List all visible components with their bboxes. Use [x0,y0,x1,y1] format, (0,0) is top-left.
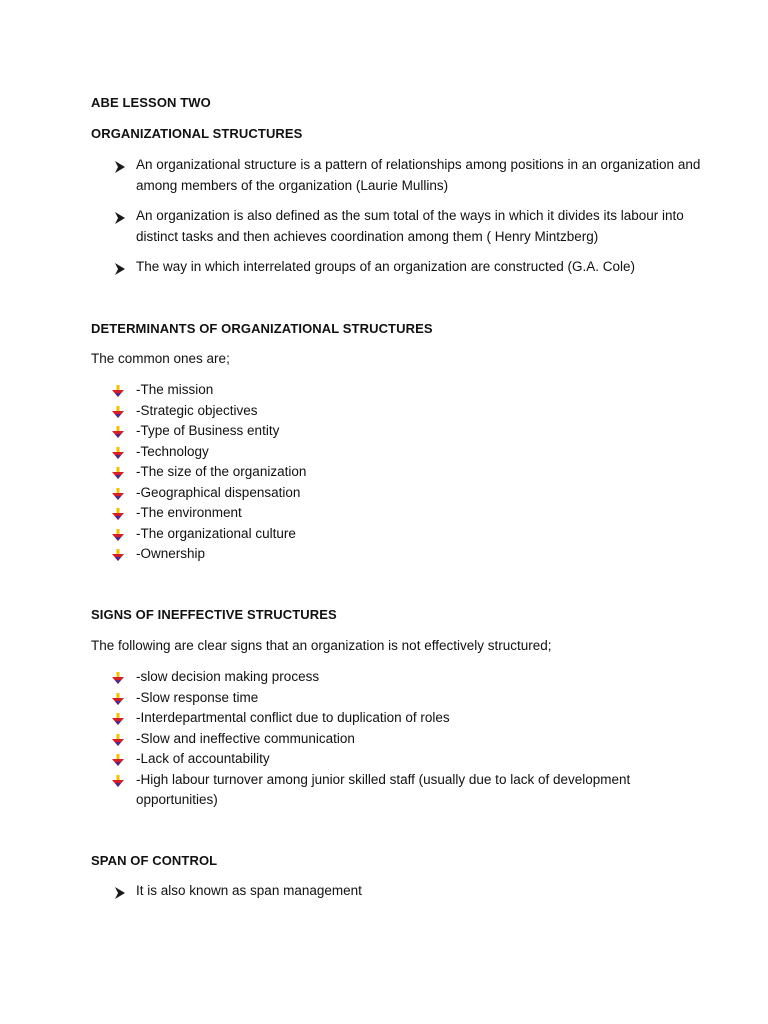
list-item-text: -Interdepartmental conflict due to duplication of roles [136,710,450,725]
list-item [91,524,728,545]
down-arrow-bullet-icon [112,712,124,725]
list-item-text: -Strategic objectives [136,402,258,418]
arrowhead-bullet-icon [115,210,125,222]
determinants-intro: The common ones are; [91,351,230,366]
list-item-text: -Slow and ineffective communication [136,730,355,746]
down-arrow-bullet-icon [112,507,124,520]
list-item [91,155,708,196]
down-arrow-bullet-icon [112,548,124,561]
list-item [91,667,678,688]
down-arrow-bullet-icon [112,405,124,418]
down-arrow-bullet-icon [112,753,124,766]
arrowhead-bullet-icon [115,885,125,897]
down-arrow-bullet-icon [112,384,124,397]
list-item-text: -Geographical dispensation [136,484,301,500]
section-heading-organizational-structures: ORGANIZATIONAL STRUCTURES [91,126,303,141]
down-arrow-bullet-icon [112,446,124,459]
down-arrow-bullet-icon [112,733,124,746]
list-item-text: -Technology [136,443,209,459]
determinants-list [91,380,728,565]
list-item-text: -High labour turnover among junior skilled staff (usually due to lack of development opportunities) [136,771,631,807]
signs-list [91,667,678,811]
definition-text: An organizational structure is a pattern of relationships among positions in an organization and among members of the organization (Laurie Mullins) [136,157,701,193]
span-point-text: It is also known as span management [136,883,362,898]
list-item [91,881,728,902]
list-item [91,206,708,247]
list-item [91,257,708,278]
list-item-text: -slow decision making process [136,669,320,684]
list-item-text: -Lack of accountability [136,751,270,766]
list-item [91,770,678,811]
down-arrow-bullet-icon [112,425,124,438]
down-arrow-bullet-icon [112,528,124,541]
section-heading-signs-ineffective: SIGNS OF INEFFECTIVE STRUCTURES [91,607,337,622]
arrowhead-bullet-icon [115,261,125,273]
list-item-text: -The mission [136,382,214,397]
list-item [91,749,678,770]
arrowhead-bullet-icon [115,159,125,171]
list-item-text: -Type of Business entity [136,423,280,438]
list-item [91,442,728,463]
down-arrow-bullet-icon [112,671,124,684]
definitions-list [91,155,708,288]
span-of-control-list [91,881,728,912]
list-item [91,462,728,483]
list-item-text: -Ownership [136,546,206,561]
list-item [91,483,728,504]
list-item [91,401,728,422]
list-item-text: -The size of the organization [136,464,307,479]
down-arrow-bullet-icon [112,487,124,500]
definition-text: An organization is also defined as the sum total of the ways in which it divides its labour into distinct tasks and then achieves coordination among them ( Henry Mintzberg) [136,208,684,244]
signs-intro: The following are clear signs that an organization is not effectively structured; [91,638,552,653]
list-item [91,729,678,750]
section-heading-span-of-control: SPAN OF CONTROL [91,853,218,868]
lesson-title: ABE LESSON TWO [91,95,211,110]
definition-text: The way in which interrelated groups of an organization are constructed (G.A. Cole) [136,259,636,274]
list-item [91,380,728,401]
down-arrow-bullet-icon [112,692,124,705]
list-item [91,503,728,524]
down-arrow-bullet-icon [112,774,124,787]
list-item [91,544,728,565]
list-item-text: -The organizational culture [136,525,296,541]
list-item [91,708,678,729]
section-heading-determinants: DETERMINANTS OF ORGANIZATIONAL STRUCTURES [91,321,433,336]
down-arrow-bullet-icon [112,466,124,479]
list-item [91,688,678,709]
list-item-text: -Slow response time [136,689,259,705]
list-item [91,421,728,442]
list-item-text: -The environment [136,505,242,520]
